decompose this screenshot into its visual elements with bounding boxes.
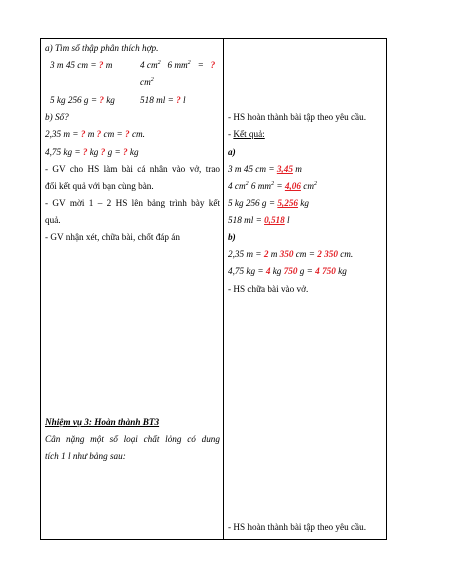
task3-text-cont: tích 1 l như bảng sau: — [45, 451, 126, 461]
result-heading: - Kết quả: — [228, 129, 265, 139]
exercise-a2-unit: $cm^2$ — [140, 77, 154, 87]
result-b1: 2,35 m = 2 m 350 cm = 2 350 cm. — [228, 249, 354, 259]
result-a3: 5 kg 256 g = 5,256 kg — [228, 198, 309, 208]
exercise-a2: 4 $cm^2$ 6 $mm^2$ = ? — [140, 60, 216, 70]
exercise-a1: 3 m 45 cm = ? m — [50, 60, 113, 70]
hs-complete-text-2: - HS hoàn thành bài tập theo yêu cầu. — [228, 522, 367, 532]
exercise-a3: 5 kg 256 g = ? kg — [50, 95, 115, 105]
exercise-b2: 4,75 kg = ? kg ? g = ? kg — [45, 147, 139, 157]
hs-fix-text: - HS chữa bài vào vở. — [228, 284, 309, 294]
gv-instruction-2-cont: quả. — [45, 215, 61, 225]
gv-instruction-1-cont: đổi kết quả với bạn cùng bàn. — [45, 181, 154, 191]
gv-instruction-1: - GV cho HS làm bài cá nhân vào vở, trao — [45, 164, 220, 174]
result-a4: 518 ml = 0,518 l — [228, 215, 290, 225]
hs-complete-text: - HS hoàn thành bài tập theo yêu cầu. — [228, 112, 367, 122]
part-a-heading: a) Tìm số thập phân thích hợp. — [45, 43, 159, 53]
result-a-label: a) — [228, 147, 236, 157]
part-b-heading: b) Số? — [45, 112, 69, 122]
exercise-a4: 518 ml = ? l — [140, 95, 186, 105]
gv-instruction-2: - GV mời 1 – 2 HS lên bảng trình bày kết — [45, 198, 220, 208]
exercise-b1: 2,35 m = ? m ? cm = ? cm. — [45, 129, 145, 139]
task3-heading: Nhiệm vụ 3: Hoàn thành BT3 — [45, 417, 160, 427]
result-b-label: b) — [228, 232, 236, 242]
task3-text: Cân nặng một số loại chất lỏng có dung — [45, 434, 220, 444]
column-divider — [223, 38, 224, 540]
result-b2: 4,75 kg = 4 kg 750 g = 4 750 kg — [228, 266, 347, 276]
gv-instruction-3: - GV nhận xét, chữa bài, chốt đáp án — [45, 232, 180, 242]
result-a2: 4 $cm^2$ 6 $mm^2 = 4,06$ $cm^2$ — [228, 181, 317, 191]
result-a1: 3 m 45 cm = 3,45 m — [228, 164, 302, 174]
